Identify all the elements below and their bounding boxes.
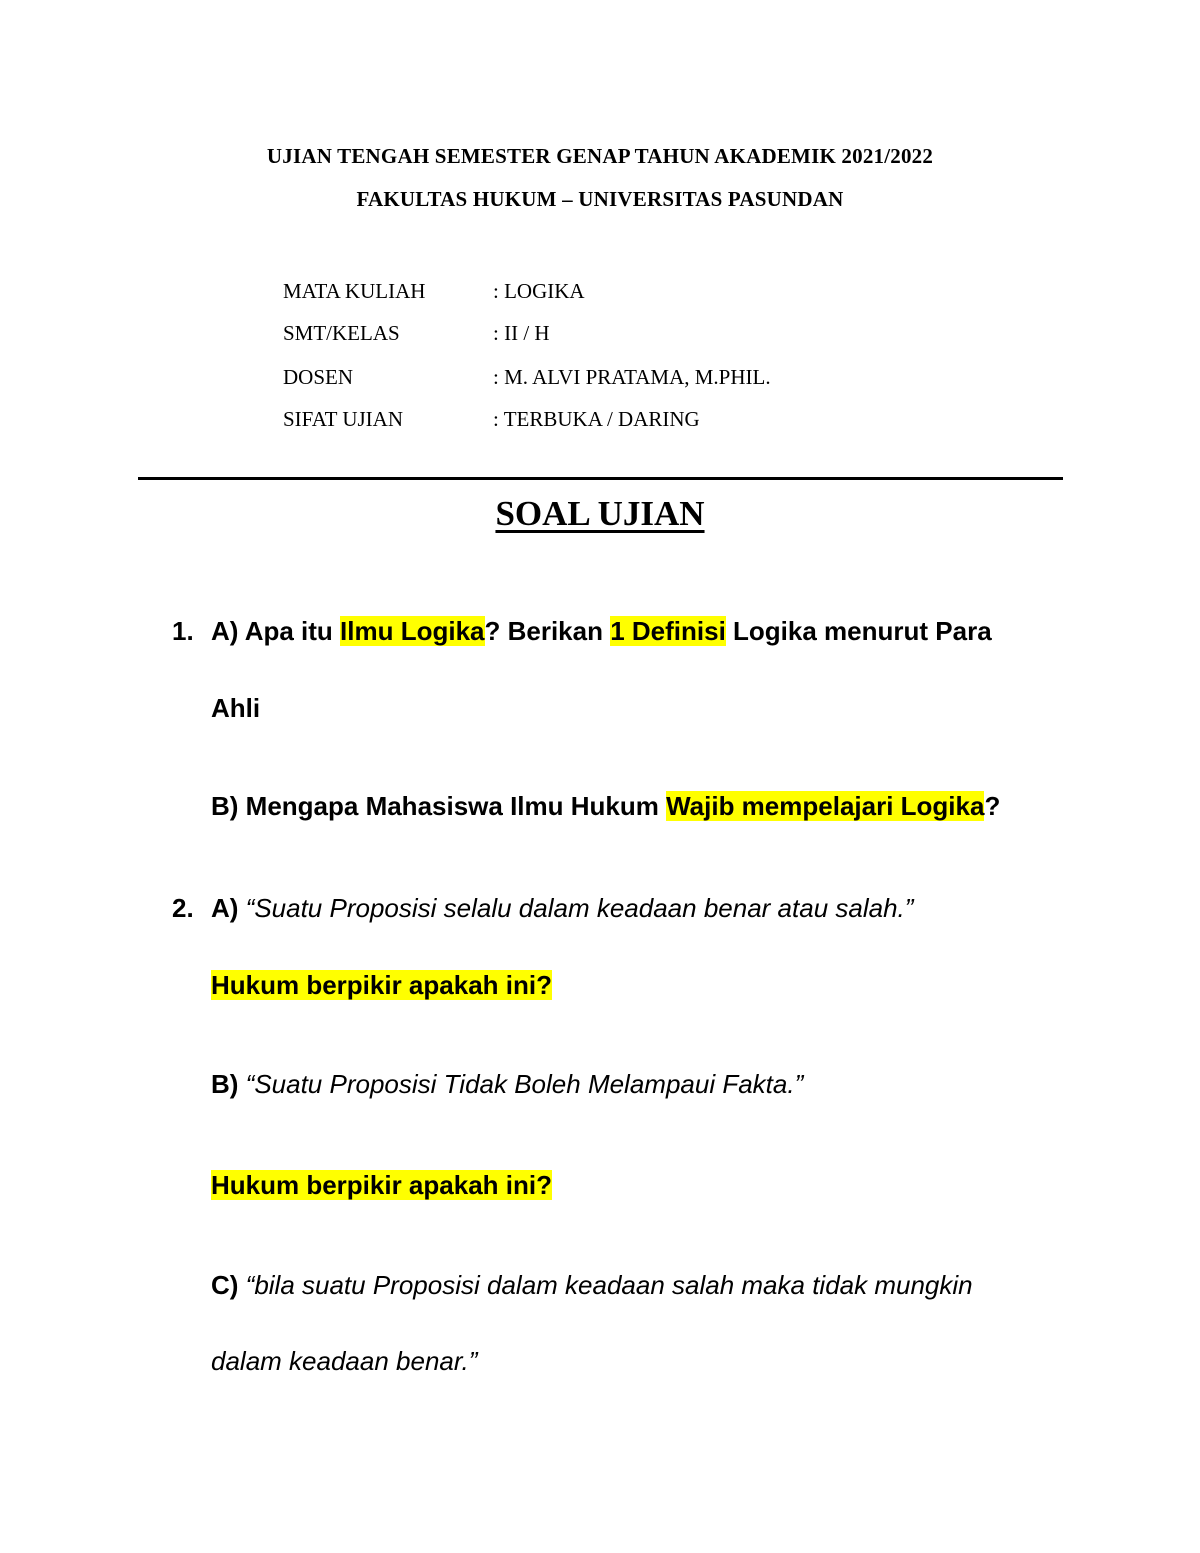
- q1a-rest: Logika menurut Para: [725, 616, 992, 646]
- info-label: SIFAT UJIAN: [283, 407, 403, 431]
- info-row-class: [283, 321, 550, 346]
- info-row-course: [283, 279, 585, 304]
- q2a-text: “Suatu Proposisi selalu dalam keadaan benar atau salah.”: [238, 893, 914, 923]
- q2b-text: “Suatu Proposisi Tidak Boleh Melampaui Fakta.”: [238, 1069, 804, 1099]
- question-2b-prompt: [211, 1170, 552, 1201]
- q2b-label: B): [211, 1069, 239, 1099]
- question-number-2: 2.: [172, 893, 194, 923]
- question-number-1: 1.: [172, 616, 194, 646]
- info-value: : LOGIKA: [493, 279, 585, 303]
- info-label: SMT/KELAS: [283, 321, 400, 345]
- q2a-label: A): [211, 893, 239, 923]
- info-label: DOSEN: [283, 365, 354, 389]
- q2a-question: Hukum berpikir apakah ini?: [211, 970, 552, 1000]
- question-2c: [211, 1270, 973, 1301]
- question-2c-continued: dalam keadaan benar.”: [211, 1346, 478, 1376]
- q1b-end: ?: [984, 791, 1001, 821]
- exam-title: UJIAN TENGAH SEMESTER GENAP TAHUN AKADEMIK 2021/2022: [266, 144, 934, 168]
- info-row-exam-type: [283, 407, 700, 432]
- q1a-mid: ? Berikan: [484, 616, 611, 646]
- question-1b: [211, 791, 1000, 822]
- info-value: : II / H: [493, 321, 550, 345]
- section-title: SOAL UJIAN: [495, 494, 705, 533]
- question-2b: [211, 1069, 803, 1100]
- info-label: MATA KULIAH: [283, 279, 426, 303]
- q2c-text: “bila suatu Proposisi dalam keadaan salah maka tidak mungkin: [238, 1270, 973, 1300]
- q1b-highlight: Wajib mempelajari Logika: [666, 791, 985, 821]
- question-2a: [211, 893, 913, 924]
- info-value: : TERBUKA / DARING: [493, 407, 700, 431]
- info-row-lecturer: [283, 365, 771, 390]
- faculty-title: FAKULTAS HUKUM – UNIVERSITAS PASUNDAN: [356, 187, 844, 211]
- q2b-question: Hukum berpikir apakah ini?: [211, 1170, 552, 1200]
- q2c-label: C): [211, 1270, 239, 1300]
- question-1a: [211, 616, 992, 647]
- q1a-highlight-1: Ilmu Logika: [340, 616, 485, 646]
- q1b-prefix: B) Mengapa Mahasiswa Ilmu Hukum: [211, 791, 667, 821]
- header-divider: [138, 477, 1063, 480]
- question-2a-prompt: [211, 970, 552, 1001]
- q1a-highlight-2: 1 Definisi: [610, 616, 726, 646]
- question-1a-continued: Ahli: [211, 693, 261, 723]
- info-value: : M. ALVI PRATAMA, M.PHIL.: [493, 365, 771, 389]
- q1a-prefix: A) Apa itu: [211, 616, 341, 646]
